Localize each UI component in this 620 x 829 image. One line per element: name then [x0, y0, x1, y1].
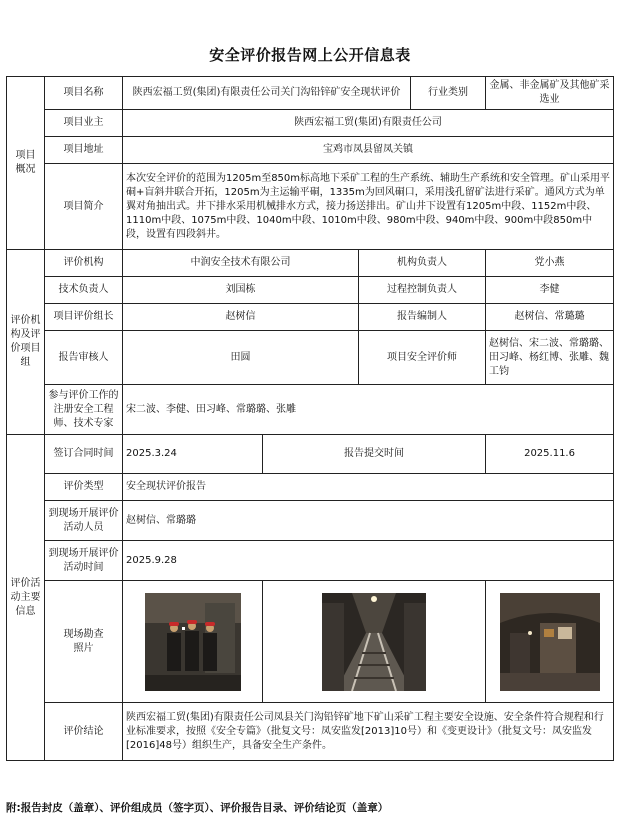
- section-project-overview: [7, 77, 45, 250]
- info-table: [6, 76, 614, 761]
- experts-value: 宋二波、李健、田习峰、常璐璐、张雕: [123, 385, 614, 435]
- experts-label: 参与评价工作的注册安全工程师、技术专家: [45, 385, 123, 435]
- industry-value: 金属、非金属矿及其他矿采选业: [486, 77, 614, 110]
- team-leader-value: 赵树信: [123, 304, 359, 331]
- project-owner-value: 陕西宏福工贸(集团)有限责任公司: [123, 110, 614, 137]
- project-address-label: 项目地址: [45, 137, 123, 164]
- reviewer-label: 报告审核人: [45, 331, 123, 385]
- conclusion-label: 评价结论: [45, 703, 123, 761]
- tech-lead-label: 技术负责人: [45, 277, 123, 304]
- project-name-label: 项目名称: [45, 77, 123, 110]
- photos-label: [45, 581, 123, 703]
- process-lead-value: 李健: [486, 277, 614, 304]
- reviewer-value: 田圆: [123, 331, 359, 385]
- project-intro-value: 本次安全评价的范围为1205m至850m标高地下采矿工程的生产系统、辅助生产系统和安全管理。矿山采用平硐+盲斜井联合开拓，1205m为主运输平硐，1335m为回风硐口，采用浅孔留矿法进行采矿。通风方式为单翼对角抽出式。井下排水采用机械排水方式，接力扬送排出。矿山井下设置有1205m中段、1152m中段、1110m中段、1075m中段、1040m中段、1010m中段、980m中段、940m中段、900m中段850m中段，设置有四段斜井。: [123, 164, 614, 250]
- process-lead-label: 过程控制负责人: [359, 277, 486, 304]
- project-owner-label: 项目业主: [45, 110, 123, 137]
- contract-time-label: 签订合同时间: [45, 435, 123, 474]
- site-time-value: 2025.9.28: [123, 541, 614, 581]
- eval-type-value: 安全现状评价报告: [123, 474, 614, 501]
- section-label: 评价机 构及评 价项目 组: [10, 315, 41, 368]
- section-label: 评价活 动主要 信息: [10, 577, 41, 617]
- project-name-value: 陕西宏福工贸(集团)有限责任公司关门沟铅锌矿安全现状评价: [123, 77, 411, 110]
- industry-label: 行业类别: [411, 77, 486, 110]
- page-title: 安全评价报告网上公开信息表: [209, 46, 411, 64]
- project-address-value: 宝鸡市凤县留凤关镇: [123, 137, 614, 164]
- conclusion-value: 陕西宏福工贸(集团)有限责任公司凤县关门沟铅锌矿地下矿山采矿工程主要安全设施、安全条件符合规程和行业标准要求，按照《安全专篇》（批复文号：凤安监发[2013]10号）和《变更设计》（批复文号：凤安监发[2016]48号）组织生产，具备安全生产条件。: [123, 703, 614, 761]
- eval-type-label: 评价类型: [45, 474, 123, 501]
- photo-cell-2: [263, 581, 486, 703]
- photos-label-text: 现场勘查照片: [63, 628, 104, 654]
- org-label: 评价机构: [45, 250, 123, 277]
- head-value: 党小燕: [486, 250, 614, 277]
- site-time-label: 到现场开展评价活动时间: [45, 541, 123, 581]
- submit-time-label: 报告提交时间: [263, 435, 486, 474]
- assessor-value: 赵树信、宋二波、常璐璐、田习峰、杨红博、张雕、魏工钧: [486, 331, 614, 385]
- submit-time-value: 2025.11.6: [486, 435, 614, 474]
- writer-value: 赵树信、常璐璐: [486, 304, 614, 331]
- site-photo-workers: [145, 593, 241, 691]
- writer-label: 报告编制人: [359, 304, 486, 331]
- site-people-value: 赵树信、常璐璐: [123, 501, 614, 541]
- contract-time-value: 2025.3.24: [123, 435, 263, 474]
- org-value: 中润安全技术有限公司: [123, 250, 359, 277]
- site-photo-tunnel-rails: [322, 593, 426, 691]
- section-agency: [7, 250, 45, 435]
- project-intro-label: 项目简介: [45, 164, 123, 250]
- site-photo-equipment: [500, 593, 600, 691]
- team-leader-label: 项目评价组长: [45, 304, 123, 331]
- assessor-label: 项目安全评价师: [359, 331, 486, 385]
- tech-lead-value: 刘国栋: [123, 277, 359, 304]
- head-label: 机构负责人: [359, 250, 486, 277]
- section-label: 项目 概况: [15, 150, 36, 175]
- photo-cell-3: [486, 581, 614, 703]
- photo-cell-1: [123, 581, 263, 703]
- section-activity: [7, 435, 45, 761]
- site-people-label: 到现场开展评价活动人员: [45, 501, 123, 541]
- attachment-note: 附:报告封皮（盖章）、评价组成员（签字页）、评价报告目录、评价结论页（盖章）: [6, 802, 389, 814]
